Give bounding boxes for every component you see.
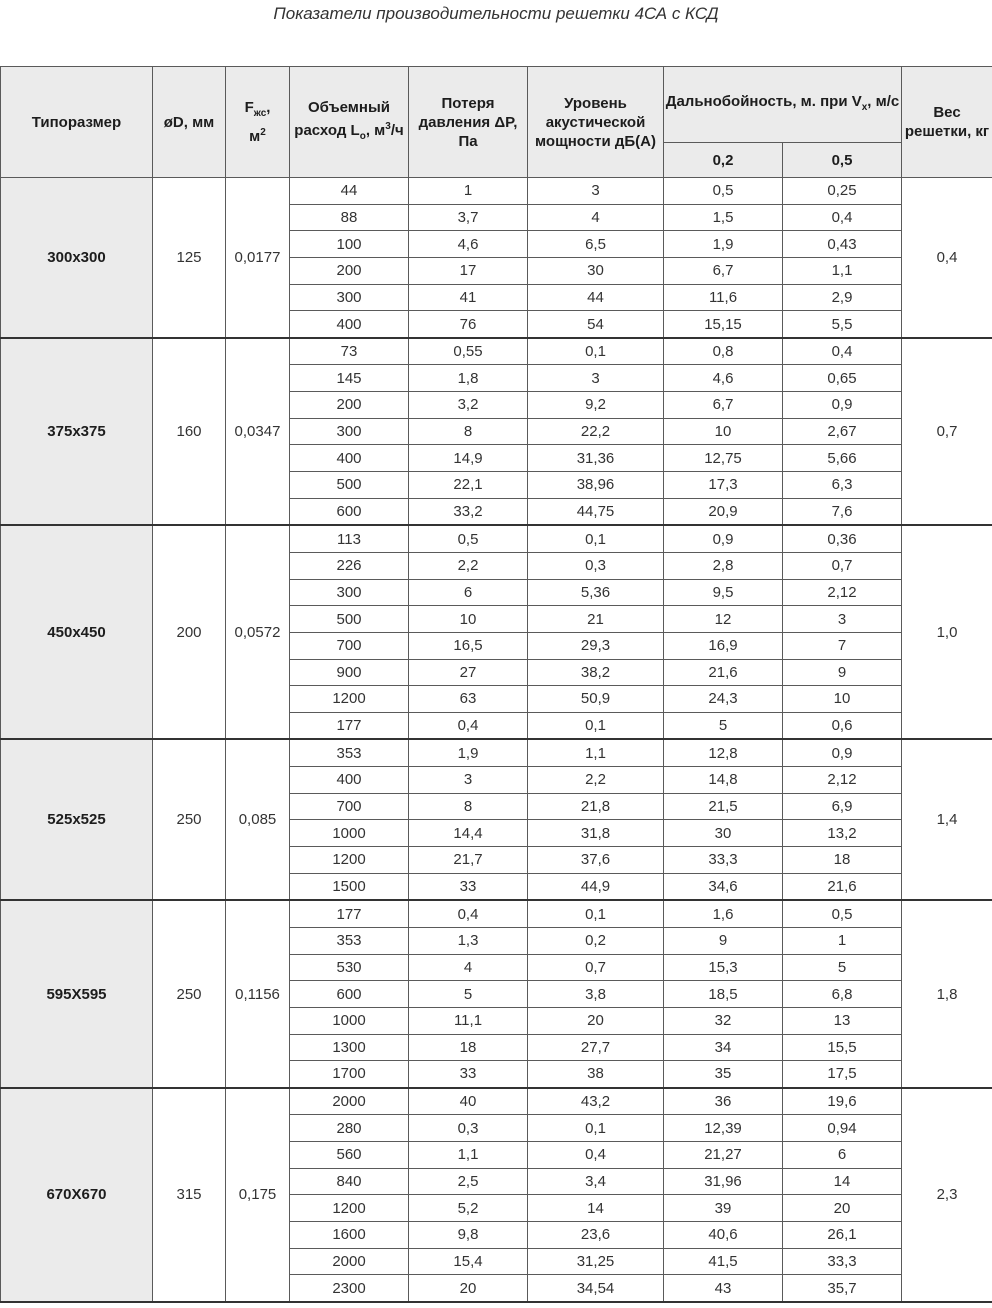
flow-cell: 700 (290, 793, 409, 820)
pressure-cell: 11,1 (409, 1007, 528, 1034)
noise-cell: 50,9 (528, 686, 664, 713)
flow-cell: 1500 (290, 873, 409, 900)
pressure-cell: 1,1 (409, 1142, 528, 1169)
diameter-cell: 160 (153, 338, 226, 525)
flow-cell: 1200 (290, 1195, 409, 1222)
range-v2-cell: 7 (783, 632, 902, 659)
flow-cell: 1000 (290, 820, 409, 847)
range-v1-cell: 31,96 (664, 1168, 783, 1195)
pressure-cell: 2,5 (409, 1168, 528, 1195)
area-cell: 0,0572 (226, 525, 290, 739)
range-v2-cell: 0,25 (783, 178, 902, 205)
range-v2-cell: 17,5 (783, 1061, 902, 1088)
noise-cell: 4 (528, 204, 664, 231)
header-pressure: Потеря давления ΔP, Па (409, 67, 528, 178)
table-row (1, 1088, 992, 1115)
noise-cell: 14 (528, 1195, 664, 1222)
range-v2-cell: 0,4 (783, 338, 902, 365)
flow-cell: 600 (290, 498, 409, 525)
header-noise: Уровень акустической мощности дБ(А) (528, 67, 664, 178)
header-diameter: øD, мм (153, 67, 226, 178)
noise-cell: 0,1 (528, 338, 664, 365)
header-flow: Объемный расход $L_o$, $м^3/ч$ (290, 67, 409, 178)
range-v2-cell: 0,43 (783, 231, 902, 258)
noise-cell: 0,1 (528, 900, 664, 927)
weight-cell: 1,4 (902, 739, 992, 900)
noise-cell: 23,6 (528, 1221, 664, 1248)
noise-cell: 44,75 (528, 498, 664, 525)
header-area: $F_{жс}$, $м^2$ (226, 67, 290, 178)
flow-cell: 1700 (290, 1061, 409, 1088)
flow-cell: 2300 (290, 1275, 409, 1302)
range-v2-cell: 0,94 (783, 1115, 902, 1142)
range-v2-cell: 9 (783, 659, 902, 686)
noise-cell: 0,4 (528, 1142, 664, 1169)
flow-cell: 200 (290, 392, 409, 419)
range-v2-cell: 2,9 (783, 284, 902, 311)
noise-cell: 0,2 (528, 927, 664, 954)
range-v1-cell: 2,8 (664, 552, 783, 579)
pressure-cell: 0,55 (409, 338, 528, 365)
header-range-v1: 0,2 (664, 143, 783, 178)
noise-cell: 5,36 (528, 579, 664, 606)
area-cell: 0,0177 (226, 178, 290, 338)
range-v2-cell: 1,1 (783, 257, 902, 284)
flow-cell: 177 (290, 900, 409, 927)
flow-cell: 840 (290, 1168, 409, 1195)
noise-cell: 30 (528, 257, 664, 284)
size-cell: 300x300 (1, 178, 153, 338)
pressure-cell: 4,6 (409, 231, 528, 258)
range-v1-cell: 21,6 (664, 659, 783, 686)
pressure-cell: 33,2 (409, 498, 528, 525)
range-v1-cell: 16,9 (664, 632, 783, 659)
pressure-cell: 16,5 (409, 632, 528, 659)
pressure-cell: 8 (409, 418, 528, 445)
range-v2-cell: 0,65 (783, 365, 902, 392)
flow-cell: 44 (290, 178, 409, 205)
header-size: Типоразмер (1, 67, 153, 178)
range-v2-cell: 20 (783, 1195, 902, 1222)
flow-cell: 73 (290, 338, 409, 365)
range-v2-cell: 26,1 (783, 1221, 902, 1248)
pressure-cell: 22,1 (409, 472, 528, 499)
weight-cell: 1,0 (902, 525, 992, 739)
noise-cell: 44,9 (528, 873, 664, 900)
noise-cell: 44 (528, 284, 664, 311)
flow-cell: 88 (290, 204, 409, 231)
range-v1-cell: 14,8 (664, 767, 783, 794)
pressure-cell: 17 (409, 257, 528, 284)
area-cell: 0,175 (226, 1088, 290, 1302)
flow-cell: 353 (290, 739, 409, 766)
flow-cell: 300 (290, 418, 409, 445)
flow-cell: 700 (290, 632, 409, 659)
range-v1-cell: 20,9 (664, 498, 783, 525)
flow-cell: 1600 (290, 1221, 409, 1248)
noise-cell: 20 (528, 1007, 664, 1034)
range-v2-cell: 0,9 (783, 392, 902, 419)
pressure-cell: 1,8 (409, 365, 528, 392)
pressure-cell: 0,4 (409, 900, 528, 927)
range-v1-cell: 1,5 (664, 204, 783, 231)
pressure-cell: 2,2 (409, 552, 528, 579)
pressure-cell: 10 (409, 606, 528, 633)
table-row (1, 338, 992, 365)
range-v1-cell: 12,75 (664, 445, 783, 472)
flow-cell: 400 (290, 445, 409, 472)
pressure-cell: 3,7 (409, 204, 528, 231)
diameter-cell: 250 (153, 739, 226, 900)
weight-cell: 0,7 (902, 338, 992, 525)
pressure-cell: 9,8 (409, 1221, 528, 1248)
range-v1-cell: 33,3 (664, 847, 783, 874)
flow-cell: 900 (290, 659, 409, 686)
range-v2-cell: 10 (783, 686, 902, 713)
performance-table (0, 66, 992, 1303)
size-cell: 525x525 (1, 739, 153, 900)
range-v2-cell: 18 (783, 847, 902, 874)
flow-cell: 113 (290, 525, 409, 552)
flow-cell: 400 (290, 767, 409, 794)
range-v2-cell: 6 (783, 1142, 902, 1169)
range-v1-cell: 9,5 (664, 579, 783, 606)
range-v1-cell: 0,9 (664, 525, 783, 552)
noise-cell: 0,3 (528, 552, 664, 579)
range-v1-cell: 6,7 (664, 392, 783, 419)
range-v1-cell: 39 (664, 1195, 783, 1222)
flow-cell: 353 (290, 927, 409, 954)
noise-cell: 9,2 (528, 392, 664, 419)
pressure-cell: 63 (409, 686, 528, 713)
range-v2-cell: 5 (783, 954, 902, 981)
noise-cell: 3,8 (528, 981, 664, 1008)
range-v2-cell: 0,5 (783, 900, 902, 927)
noise-cell: 1,1 (528, 739, 664, 766)
range-v2-cell: 6,9 (783, 793, 902, 820)
header-range-v2: 0,5 (783, 143, 902, 178)
pressure-cell: 8 (409, 793, 528, 820)
pressure-cell: 4 (409, 954, 528, 981)
range-v1-cell: 11,6 (664, 284, 783, 311)
range-v2-cell: 14 (783, 1168, 902, 1195)
noise-cell: 31,25 (528, 1248, 664, 1275)
flow-cell: 145 (290, 365, 409, 392)
pressure-cell: 0,4 (409, 712, 528, 739)
header-range: Дальнобойность, м. при $V_x$, м/с (664, 67, 902, 143)
pressure-cell: 33 (409, 1061, 528, 1088)
range-v2-cell: 0,6 (783, 712, 902, 739)
area-cell: 0,085 (226, 739, 290, 900)
noise-cell: 3,4 (528, 1168, 664, 1195)
pressure-cell: 14,4 (409, 820, 528, 847)
pressure-cell: 21,7 (409, 847, 528, 874)
noise-cell: 29,3 (528, 632, 664, 659)
range-v2-cell: 6,8 (783, 981, 902, 1008)
pressure-cell: 27 (409, 659, 528, 686)
pressure-cell: 3 (409, 767, 528, 794)
range-v1-cell: 1,9 (664, 231, 783, 258)
area-cell: 0,1156 (226, 900, 290, 1087)
flow-cell: 300 (290, 579, 409, 606)
range-v2-cell: 15,5 (783, 1034, 902, 1061)
weight-cell: 2,3 (902, 1088, 992, 1302)
range-v1-cell: 12,39 (664, 1115, 783, 1142)
range-v2-cell: 6,3 (783, 472, 902, 499)
range-v2-cell: 0,4 (783, 204, 902, 231)
flow-cell: 500 (290, 472, 409, 499)
range-v2-cell: 2,12 (783, 767, 902, 794)
range-v1-cell: 21,27 (664, 1142, 783, 1169)
noise-cell: 2,2 (528, 767, 664, 794)
range-v2-cell: 7,6 (783, 498, 902, 525)
flow-cell: 560 (290, 1142, 409, 1169)
range-v1-cell: 10 (664, 418, 783, 445)
flow-cell: 226 (290, 552, 409, 579)
pressure-cell: 1,9 (409, 739, 528, 766)
table-body (1, 178, 992, 1302)
noise-cell: 6,5 (528, 231, 664, 258)
range-v1-cell: 15,3 (664, 954, 783, 981)
range-v2-cell: 13 (783, 1007, 902, 1034)
range-v1-cell: 21,5 (664, 793, 783, 820)
range-v2-cell: 0,36 (783, 525, 902, 552)
diameter-cell: 250 (153, 900, 226, 1087)
pressure-cell: 1 (409, 178, 528, 205)
range-v2-cell: 1 (783, 927, 902, 954)
flow-cell: 177 (290, 712, 409, 739)
range-v1-cell: 32 (664, 1007, 783, 1034)
range-v2-cell: 35,7 (783, 1275, 902, 1302)
noise-cell: 0,1 (528, 712, 664, 739)
noise-cell: 3 (528, 178, 664, 205)
range-v2-cell: 21,6 (783, 873, 902, 900)
pressure-cell: 76 (409, 311, 528, 338)
range-v2-cell: 2,67 (783, 418, 902, 445)
pressure-cell: 33 (409, 873, 528, 900)
range-v1-cell: 35 (664, 1061, 783, 1088)
size-cell: 450x450 (1, 525, 153, 739)
weight-cell: 1,8 (902, 900, 992, 1087)
table-row (1, 178, 992, 205)
flow-cell: 500 (290, 606, 409, 633)
range-v1-cell: 12 (664, 606, 783, 633)
noise-cell: 31,36 (528, 445, 664, 472)
diameter-cell: 315 (153, 1088, 226, 1302)
noise-cell: 22,2 (528, 418, 664, 445)
pressure-cell: 5,2 (409, 1195, 528, 1222)
range-v1-cell: 43 (664, 1275, 783, 1302)
noise-cell: 21,8 (528, 793, 664, 820)
range-v1-cell: 9 (664, 927, 783, 954)
range-v1-cell: 18,5 (664, 981, 783, 1008)
range-v2-cell: 19,6 (783, 1088, 902, 1115)
flow-cell: 400 (290, 311, 409, 338)
flow-cell: 300 (290, 284, 409, 311)
flow-cell: 1200 (290, 686, 409, 713)
range-v2-cell: 33,3 (783, 1248, 902, 1275)
range-v1-cell: 4,6 (664, 365, 783, 392)
diameter-cell: 200 (153, 525, 226, 739)
range-v2-cell: 13,2 (783, 820, 902, 847)
range-v1-cell: 40,6 (664, 1221, 783, 1248)
flow-cell: 600 (290, 981, 409, 1008)
header-weight: Вес решетки, кг (902, 67, 992, 178)
pressure-cell: 20 (409, 1275, 528, 1302)
pressure-cell: 6 (409, 579, 528, 606)
noise-cell: 38,2 (528, 659, 664, 686)
noise-cell: 27,7 (528, 1034, 664, 1061)
flow-cell: 1000 (290, 1007, 409, 1034)
flow-cell: 100 (290, 231, 409, 258)
diameter-cell: 125 (153, 178, 226, 338)
flow-cell: 1300 (290, 1034, 409, 1061)
size-cell: 595X595 (1, 900, 153, 1087)
area-cell: 0,0347 (226, 338, 290, 525)
pressure-cell: 40 (409, 1088, 528, 1115)
range-v1-cell: 6,7 (664, 257, 783, 284)
noise-cell: 38,96 (528, 472, 664, 499)
noise-cell: 0,1 (528, 1115, 664, 1142)
table-row (1, 739, 992, 766)
noise-cell: 0,7 (528, 954, 664, 981)
range-v2-cell: 0,9 (783, 739, 902, 766)
pressure-cell: 15,4 (409, 1248, 528, 1275)
range-v1-cell: 12,8 (664, 739, 783, 766)
range-v1-cell: 34,6 (664, 873, 783, 900)
flow-cell: 280 (290, 1115, 409, 1142)
flow-cell: 1200 (290, 847, 409, 874)
pressure-cell: 18 (409, 1034, 528, 1061)
size-cell: 670X670 (1, 1088, 153, 1302)
noise-cell: 37,6 (528, 847, 664, 874)
range-v1-cell: 0,5 (664, 178, 783, 205)
range-v1-cell: 41,5 (664, 1248, 783, 1275)
range-v2-cell: 3 (783, 606, 902, 633)
noise-cell: 54 (528, 311, 664, 338)
pressure-cell: 0,5 (409, 525, 528, 552)
range-v1-cell: 15,15 (664, 311, 783, 338)
range-v1-cell: 17,3 (664, 472, 783, 499)
noise-cell: 34,54 (528, 1275, 664, 1302)
page-title: Показатели производительности решетки 4СА с КСД (273, 4, 719, 23)
table-header (1, 67, 992, 178)
pressure-cell: 0,3 (409, 1115, 528, 1142)
flow-cell: 200 (290, 257, 409, 284)
range-v2-cell: 2,12 (783, 579, 902, 606)
pressure-cell: 1,3 (409, 927, 528, 954)
range-v1-cell: 0,8 (664, 338, 783, 365)
pressure-cell: 14,9 (409, 445, 528, 472)
size-cell: 375x375 (1, 338, 153, 525)
flow-cell: 2000 (290, 1088, 409, 1115)
weight-cell: 0,4 (902, 178, 992, 338)
range-v1-cell: 30 (664, 820, 783, 847)
pressure-cell: 3,2 (409, 392, 528, 419)
range-v1-cell: 1,6 (664, 900, 783, 927)
range-v1-cell: 24,3 (664, 686, 783, 713)
pressure-cell: 5 (409, 981, 528, 1008)
noise-cell: 0,1 (528, 525, 664, 552)
range-v1-cell: 36 (664, 1088, 783, 1115)
table-row (1, 900, 992, 927)
noise-cell: 31,8 (528, 820, 664, 847)
range-v1-cell: 34 (664, 1034, 783, 1061)
noise-cell: 38 (528, 1061, 664, 1088)
flow-cell: 2000 (290, 1248, 409, 1275)
range-v2-cell: 5,66 (783, 445, 902, 472)
pressure-cell: 41 (409, 284, 528, 311)
table-row (1, 525, 992, 552)
noise-cell: 21 (528, 606, 664, 633)
range-v2-cell: 5,5 (783, 311, 902, 338)
flow-cell: 530 (290, 954, 409, 981)
range-v1-cell: 5 (664, 712, 783, 739)
noise-cell: 43,2 (528, 1088, 664, 1115)
range-v2-cell: 0,7 (783, 552, 902, 579)
noise-cell: 3 (528, 365, 664, 392)
